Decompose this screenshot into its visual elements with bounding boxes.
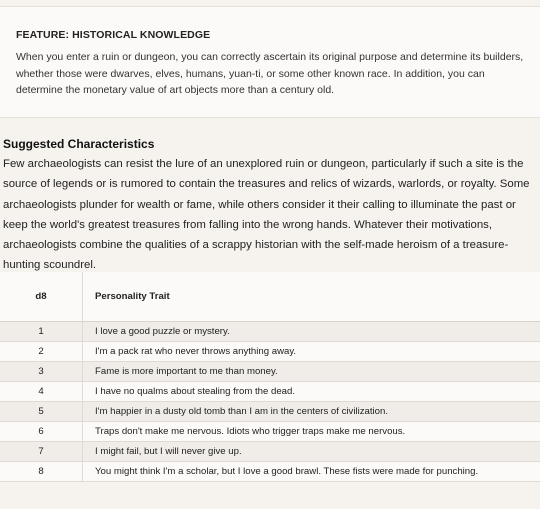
row-number: 2: [0, 342, 83, 362]
table-row: [0, 362, 540, 382]
table-body: [0, 322, 540, 482]
row-trait: Fame is more important to me than money.: [83, 362, 540, 382]
table-row: [0, 342, 540, 362]
table-row: [0, 442, 540, 462]
column-header-d8: d8: [0, 272, 83, 322]
table-row: [0, 422, 540, 442]
row-trait: You might think I'm a scholar, but I love a good brawl. These fists were made for punching.: [83, 462, 540, 482]
row-number: 5: [0, 402, 83, 422]
row-number: 3: [0, 362, 83, 382]
section-heading: Suggested Characteristics: [3, 137, 155, 151]
row-number: 8: [0, 462, 83, 482]
feature-title: FEATURE: HISTORICAL KNOWLEDGE: [16, 29, 211, 41]
personality-trait-table: [0, 272, 540, 482]
column-header-personality-trait: Personality Trait: [83, 272, 540, 322]
table-row: [0, 402, 540, 422]
feature-description: When you enter a ruin or dungeon, you can correctly ascertain its original purpose and determine its builders, whether those were dwarves, elves, humans, yuan-ti, or some other known race. In addition, you can determine the monetary value of art objects more than a century old.: [16, 51, 524, 96]
table-row: [0, 462, 540, 482]
row-trait: I have no qualms about stealing from the dead.: [83, 382, 540, 402]
row-trait: I'm happier in a dusty old tomb than I am in the centers of civilization.: [83, 402, 540, 422]
row-number: 7: [0, 442, 83, 462]
row-number: 6: [0, 422, 83, 442]
table-row: [0, 322, 540, 342]
row-trait: I love a good puzzle or mystery.: [83, 322, 540, 342]
row-trait: I'm a pack rat who never throws anything away.: [83, 342, 540, 362]
row-number: 4: [0, 382, 83, 402]
row-trait: I might fail, but I will never give up.: [83, 442, 540, 462]
table-row: [0, 382, 540, 402]
section-paragraph: Few archaeologists can resist the lure of an unexplored ruin or dungeon, particularly if such a site is the source of legends or is rumored to contain the treasures and relics of wizards, warlords, or royalty. Some archaeologists plunder for wealth or fame, while others consider it their calling to illuminate the past or keep the world's greatest treasures from falling into the wrong hands. Whatever their motivations, archaeologists combine the qualities of a scrappy historian with the self-made heroism of a treasure-hunting scoundrel.: [3, 158, 530, 272]
row-number: 1: [0, 322, 83, 342]
row-trait: Traps don't make me nervous. Idiots who trigger traps make me nervous.: [83, 422, 540, 442]
feature-box: [0, 6, 540, 118]
table-header-row: [0, 272, 540, 322]
